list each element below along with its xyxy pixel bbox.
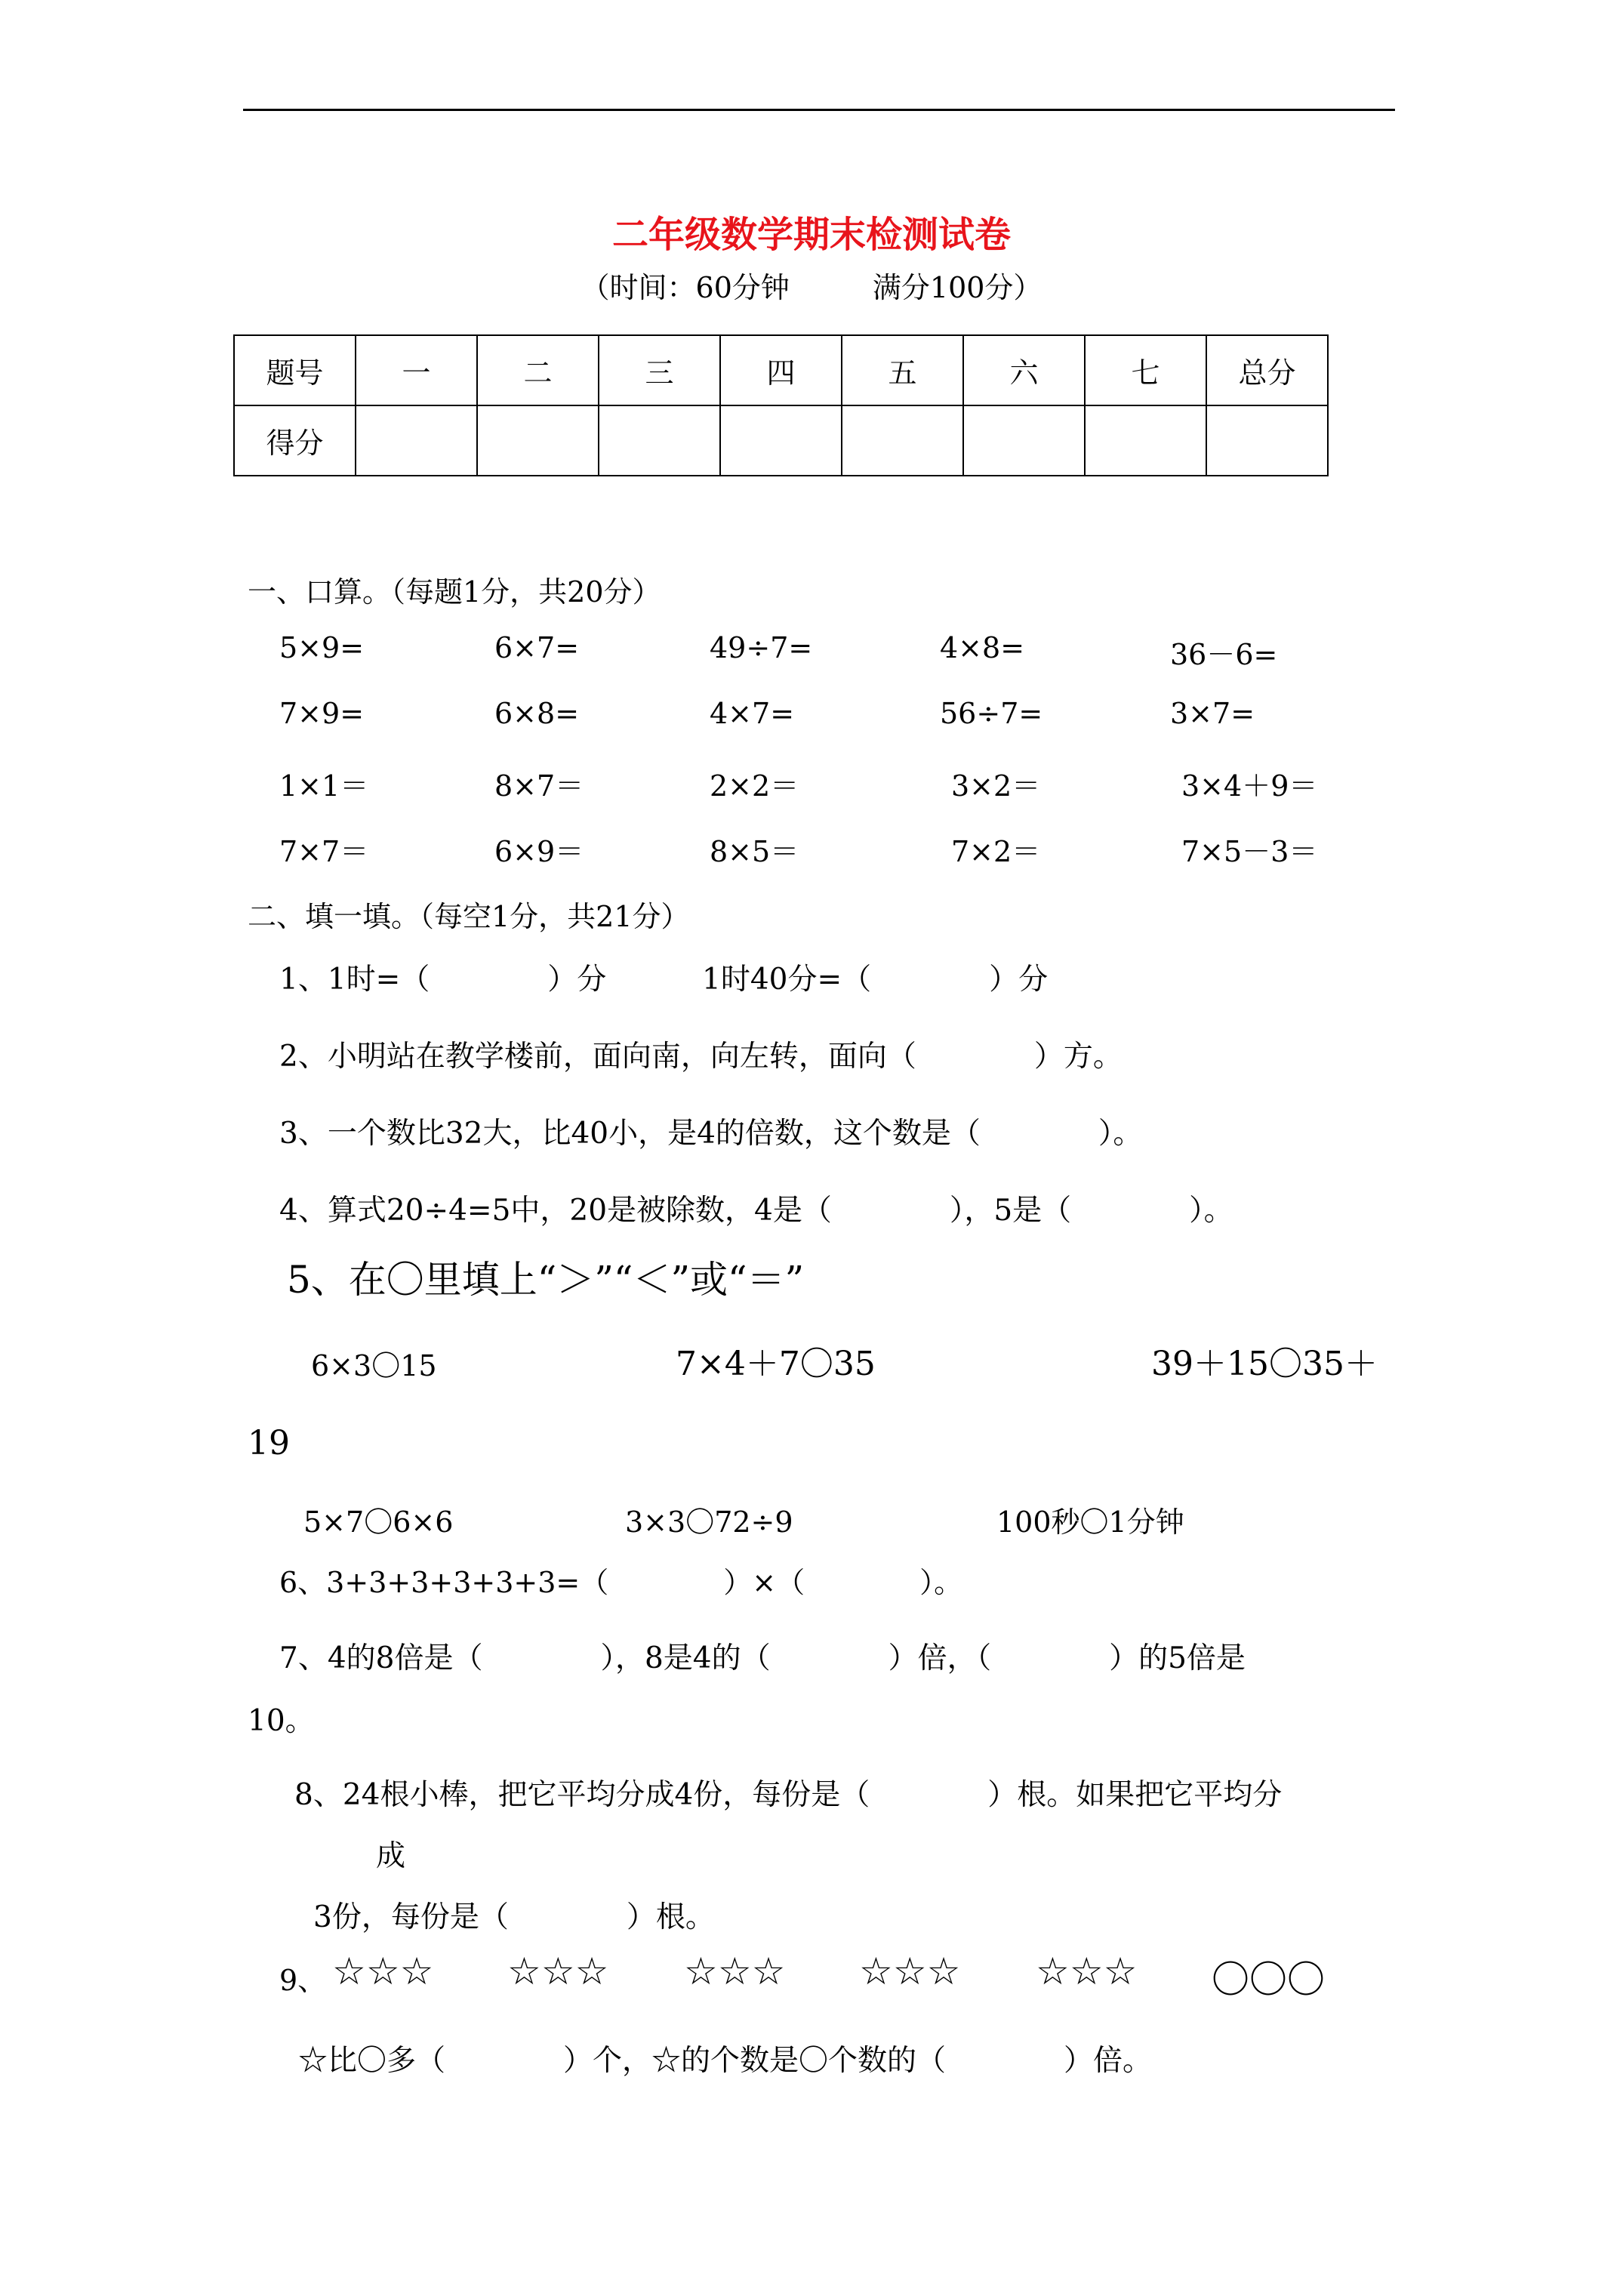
- compare-item-continued: 19: [248, 1424, 290, 1462]
- header-cell: 题号: [234, 335, 356, 405]
- calc-item: 2×2＝: [710, 769, 799, 803]
- star-group: ☆☆☆: [1036, 1949, 1138, 1993]
- star-group: ☆☆☆: [332, 1949, 434, 1993]
- calc-item: 5×9=: [279, 631, 365, 664]
- question-5: 5、在〇里填上“＞”“＜”或“＝”: [287, 1258, 805, 1302]
- calc-item: 4×8=: [940, 631, 1025, 664]
- calc-item: 49÷7=: [710, 631, 813, 664]
- calc-item: 7×2＝: [951, 835, 1041, 868]
- question-3: 3、一个数比32大，比40小，是4的倍数，这个数是（ ）。: [279, 1117, 1143, 1151]
- question-2: 2、小明站在教学楼前，面向南，向左转，面向（ ）方。: [279, 1040, 1123, 1074]
- calc-item: 4×7=: [710, 697, 795, 730]
- section2-heading: 二、填一填。（每空1分，共21分）: [248, 900, 690, 933]
- compare-item: 6×3〇15: [311, 1349, 437, 1382]
- score-table: [233, 334, 1329, 476]
- score-cell[interactable]: [356, 405, 477, 476]
- question-8-second-line: 3份，每份是（ ）根。: [313, 1900, 715, 1934]
- calc-item: 56÷7=: [940, 697, 1043, 730]
- star-group: ☆☆☆: [684, 1949, 786, 1993]
- score-cell[interactable]: [477, 405, 599, 476]
- score-row-label: 得分: [234, 405, 356, 476]
- full-score: 满分100分）: [872, 271, 1042, 304]
- calc-item: 3×4＋9＝: [1181, 769, 1318, 803]
- score-cell[interactable]: [963, 405, 1085, 476]
- section1-heading: 一、口算。（每题1分，共20分）: [248, 575, 661, 609]
- exam-info: [0, 264, 1623, 306]
- header-cell: 总分: [1206, 335, 1328, 405]
- question-7: 7、4的8倍是（ ），8是4的（ ）倍，（ ）的5倍是: [279, 1641, 1246, 1675]
- header-cell: 七: [1085, 335, 1206, 405]
- circle-group: 〇〇〇: [1212, 1958, 1325, 2002]
- header-cell: 四: [720, 335, 842, 405]
- score-cell[interactable]: [1206, 405, 1328, 476]
- question-6: 6、3+3+3+3+3+3=（ ）×（ ）。: [279, 1566, 963, 1599]
- calc-item: 1×1＝: [279, 769, 369, 803]
- compare-item: 100秒〇1分钟: [996, 1505, 1184, 1539]
- question-8-continued: 成: [376, 1839, 406, 1873]
- score-table-score-row: [234, 405, 1328, 476]
- score-cell[interactable]: [842, 405, 963, 476]
- score-cell[interactable]: [1085, 405, 1206, 476]
- score-cell[interactable]: [599, 405, 720, 476]
- calc-item: 8×5＝: [710, 835, 799, 868]
- calc-item: 6×9＝: [494, 835, 584, 868]
- question-8: 8、24根小棒，把它平均分成4份，每份是（ ）根。如果把它平均分: [294, 1778, 1283, 1812]
- question-9-text: ☆比〇多（ ）个，☆的个数是〇个数的（ ）倍。: [298, 2044, 1153, 2078]
- compare-item: 3×3〇72÷9: [625, 1505, 793, 1539]
- calc-item: 6×8=: [494, 697, 580, 730]
- calc-item: 7×9=: [279, 697, 365, 730]
- calc-item: 7×7＝: [279, 835, 369, 868]
- header-cell: 二: [477, 335, 599, 405]
- calc-item: 36－6=: [1170, 638, 1278, 671]
- time-limit: （时间：60分钟: [581, 271, 790, 304]
- top-rule: [243, 109, 1395, 111]
- star-group: ☆☆☆: [859, 1949, 961, 1993]
- calc-item: 3×7=: [1170, 697, 1255, 730]
- question-4: 4、算式20÷4=5中，20是被除数，4是（ ），5是（ ）。: [279, 1194, 1233, 1228]
- compare-item: 39＋15〇35＋: [1151, 1345, 1378, 1383]
- header-cell: 三: [599, 335, 720, 405]
- calc-item: 6×7=: [494, 631, 580, 664]
- calc-item: 3×2＝: [951, 769, 1041, 803]
- question-7-continued: 10。: [248, 1704, 315, 1738]
- header-cell: 一: [356, 335, 477, 405]
- page-title: 二年级数学期末检测试卷: [611, 214, 1011, 256]
- question-1-part-a: 1、1时=（ ）分: [279, 963, 607, 997]
- question-1-part-b: 1时40分=（ ）分: [702, 963, 1049, 997]
- compare-item: 7×4＋7〇35: [676, 1345, 876, 1383]
- calc-item: 7×5－3＝: [1181, 835, 1318, 868]
- header-cell: 六: [963, 335, 1085, 405]
- score-table-header-row: [234, 335, 1328, 405]
- header-cell: 五: [842, 335, 963, 405]
- star-group: ☆☆☆: [507, 1949, 609, 1993]
- question-9-number: 9、: [279, 1964, 327, 1997]
- compare-item: 5×7〇6×6: [303, 1505, 454, 1539]
- score-cell[interactable]: [720, 405, 842, 476]
- calc-item: 8×7＝: [494, 769, 584, 803]
